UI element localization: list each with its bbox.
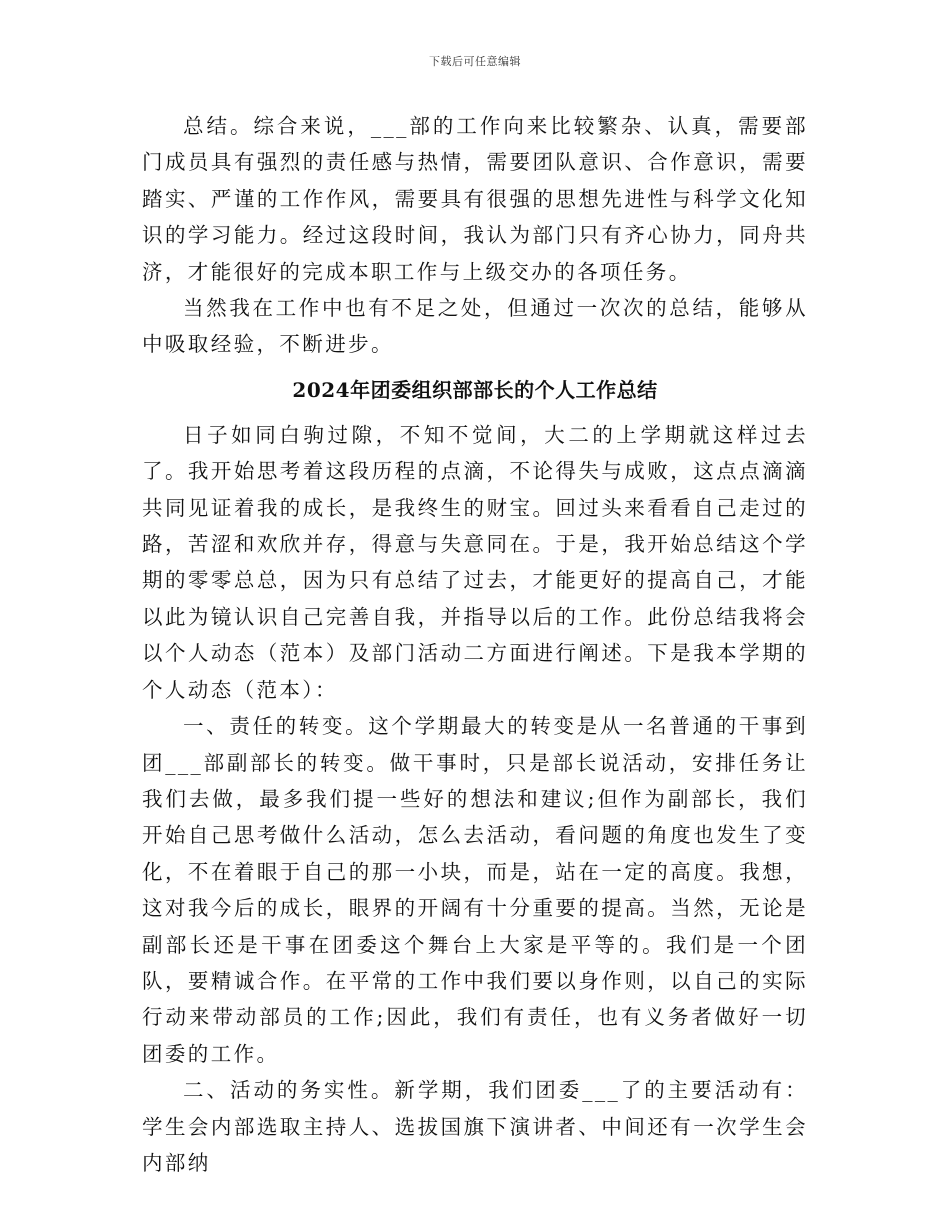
paragraph-shortcomings: 当然我在工作中也有不足之处，但通过一次次的总结，能够从中吸取经验，不断进步。 [142, 296, 808, 357]
paragraph-intro: 日子如同白驹过隙，不知不觉间，大二的上学期就这样过去了。我开始思考着这段历程的点滴，不论得失与成败，这点点滴滴共同见证着我的成长，是我终生的财宝。回过头来看看自己走过的路，苦涩和欢欣并存，得意与失意同在。于是，我开始总结这个学期的零零总总，因为只有总结了过去，才能更好的提高自己，才能以此为镜认识自己完善自我，并指导以后的工作。此份总结我将会以个人动态（范本）及部门活动二方面进行阐述。下是我本学期的个人动态（范本）： [142, 422, 808, 702]
document-body [142, 108, 808, 1181]
page-header: 下载后可任意编辑 [429, 55, 521, 68]
paragraph-responsibility: 一、责任的转变。这个学期最大的转变是从一名普通的干事到团___部副部长的转变。做干事时，只是部长说活动，安排任务让我们去做，最多我们提一些好的想法和建议;但作为副部长，我们开始自己思考做什么活动，怎么去活动，看问题的角度也发生了变化，不在着眼于自己的那一小块，而是，站在一定的高度。我想，这对我今后的成长，眼界的开阔有十分重要的提高。当然，无论是副部长还是干事在团委这个舞台上大家是平等的。我们是一个团队，要精诚合作。在平常的工作中我们要以身作则，以自己的实际行动来带动部员的工作;因此，我们有责任，也有义务者做好一切团委的工作。 [142, 714, 808, 1066]
section-title: 2024年团委组织部部长的个人工作总结 [292, 377, 658, 402]
paragraph-summary: 总结。综合来说，___部的工作向来比较繁杂、认真，需要部门成员具有强烈的责任感与热情，需要团队意识、合作意识，需要踏实、严谨的工作作风，需要具有很强的思想先进性与科学文化知识的学习能力。经过这段时间，我认为部门只有齐心协力，同舟共济，才能很好的完成本职工作与上级交办的各项任务。 [142, 114, 808, 284]
paragraph-activities: 二、活动的务实性。新学期，我们团委___了的主要活动有：学生会内部选取主持人、选拔国旗下演讲者、中间还有一次学生会内部纳 [142, 1078, 808, 1175]
